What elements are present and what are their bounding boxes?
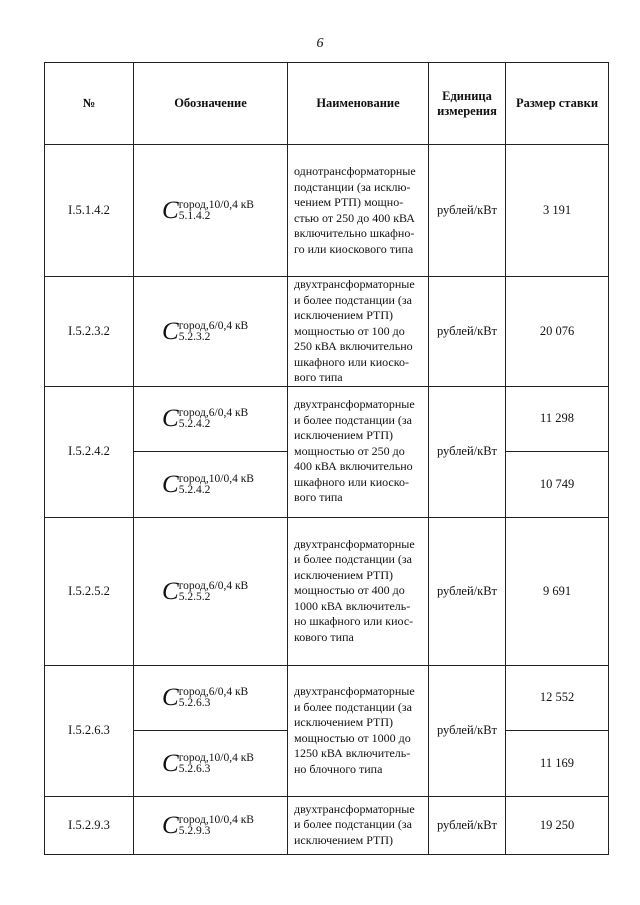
symbol-letter: C — [162, 470, 179, 498]
row-rate: 19 250 — [506, 796, 609, 854]
page-number: 6 — [316, 36, 324, 51]
symbol-subscript: 5.2.5.2 — [178, 590, 211, 603]
row-unit: рублей/кВт — [429, 145, 506, 277]
header-number: № — [45, 63, 134, 145]
table-row — [45, 796, 609, 854]
row-name — [288, 517, 429, 665]
rate-symbol — [162, 813, 254, 838]
symbol-superscript: город,10/0,4 кВ — [178, 813, 254, 826]
symbol-subscript: 5.2.6.3 — [178, 697, 211, 709]
symbol-letter: C — [162, 684, 179, 711]
designation-cell — [134, 796, 288, 854]
symbol-subscript: 5.2.4.2 — [178, 418, 211, 430]
row-rate: 12 552 — [506, 665, 609, 730]
rate-symbol — [162, 751, 254, 776]
symbol-letter: C — [162, 197, 179, 224]
row-name-text: двухтрансформаторные и более подстанции (за исключением РТП) мощностью от 100 до 250 кВА включительно шкафного или киоско- вого типа — [294, 277, 415, 384]
header-rate: Размер ставки — [506, 63, 609, 145]
symbol-superscript: город,6/0,4 кВ — [178, 579, 249, 592]
row-name-text: двухтрансформаторные и более подстанции (за исключением РТП) мощностью от 400 до 1000 кВА включитель- но шкафного или киос- кового типа — [294, 536, 415, 644]
symbol-subscript: 5.2.3.2 — [178, 330, 211, 343]
symbol-scripts — [179, 579, 249, 603]
row-unit: рублей/кВт — [429, 665, 506, 796]
row-name — [288, 277, 429, 387]
symbol-letter: C — [162, 317, 179, 345]
symbol-scripts — [179, 406, 249, 430]
designation-cell — [134, 665, 288, 730]
symbol-superscript: город,10/0,4 кВ — [178, 199, 254, 211]
table-row — [45, 517, 609, 665]
row-rate: 20 076 — [506, 277, 609, 387]
row-unit: рублей/кВт — [429, 517, 506, 665]
table-row — [45, 277, 609, 387]
table-row — [45, 145, 609, 277]
rates-table — [44, 62, 609, 855]
rate-symbol — [162, 685, 248, 710]
table-row — [45, 386, 609, 451]
row-name — [288, 145, 429, 277]
rate-symbol — [162, 406, 248, 431]
symbol-scripts — [179, 319, 249, 343]
row-name-text: двухтрансформаторные и более подстанции (за исключением РТП) мощностью от 250 до 400 кВА включительно шкафного или киоско- вого типа — [294, 397, 415, 505]
rate-symbol — [162, 472, 254, 497]
symbol-scripts — [179, 685, 249, 709]
designation-cell — [134, 145, 288, 277]
symbol-letter: C — [162, 749, 179, 777]
row-name — [288, 796, 429, 854]
symbol-letter: C — [162, 405, 179, 432]
designation-cell — [134, 517, 288, 665]
designation-cell — [134, 730, 288, 796]
symbol-subscript: 5.2.9.3 — [178, 824, 211, 837]
row-unit: рублей/кВт — [429, 796, 506, 854]
symbol-letter: C — [162, 577, 179, 605]
symbol-superscript: город,6/0,4 кВ — [178, 686, 249, 698]
symbol-superscript: город,6/0,4 кВ — [178, 407, 249, 419]
header-name: Наименование — [288, 63, 429, 145]
row-number: I.5.2.5.2 — [45, 517, 134, 665]
row-rate: 9 691 — [506, 517, 609, 665]
designation-cell — [134, 386, 288, 451]
row-name-text: двухтрансформаторные и более подстанции (за исключением РТП) — [294, 801, 415, 847]
symbol-scripts — [179, 751, 254, 775]
row-number: I.5.2.6.3 — [45, 665, 134, 796]
symbol-letter: C — [162, 811, 179, 839]
table-row — [45, 665, 609, 730]
rate-symbol — [162, 319, 248, 344]
row-unit: рублей/кВт — [429, 277, 506, 387]
table-body — [45, 145, 609, 855]
table-header-row — [45, 63, 609, 145]
designation-cell — [134, 451, 288, 517]
symbol-scripts — [179, 472, 254, 496]
symbol-subscript: 5.2.6.3 — [178, 762, 211, 775]
row-number: I.5.2.9.3 — [45, 796, 134, 854]
row-name — [288, 386, 429, 517]
header-unit: Единица измерения — [429, 63, 506, 145]
symbol-superscript: город,10/0,4 кВ — [178, 472, 254, 485]
row-name-text: двухтрансформаторные и более подстанции (за исключением РТП) мощностью от 1000 до 1250 кВА включитель- но блочного типа — [294, 684, 415, 776]
symbol-scripts — [179, 813, 254, 837]
row-rate: 11 169 — [506, 730, 609, 796]
row-name-text: однотрансформаторные подстанции (за исклю- чением РТП) мощно- стью от 250 до 400 кВА включительно шкафно- го или киоскового типа — [294, 164, 416, 256]
header-designation: Обозначение — [134, 63, 288, 145]
designation-cell — [134, 277, 288, 387]
row-rate: 10 749 — [506, 451, 609, 517]
row-unit: рублей/кВт — [429, 386, 506, 517]
row-name — [288, 665, 429, 796]
row-number: I.5.1.4.2 — [45, 145, 134, 277]
rate-symbol — [162, 198, 254, 223]
row-rate: 3 191 — [506, 145, 609, 277]
symbol-superscript: город,10/0,4 кВ — [178, 751, 254, 764]
row-rate: 11 298 — [506, 386, 609, 451]
symbol-subscript: 5.2.4.2 — [178, 483, 211, 496]
symbol-subscript: 5.1.4.2 — [178, 210, 211, 222]
row-number: I.5.2.3.2 — [45, 277, 134, 387]
rate-symbol — [162, 579, 248, 604]
row-number: I.5.2.4.2 — [45, 386, 134, 517]
symbol-scripts — [179, 198, 254, 222]
symbol-superscript: город,6/0,4 кВ — [178, 319, 249, 332]
